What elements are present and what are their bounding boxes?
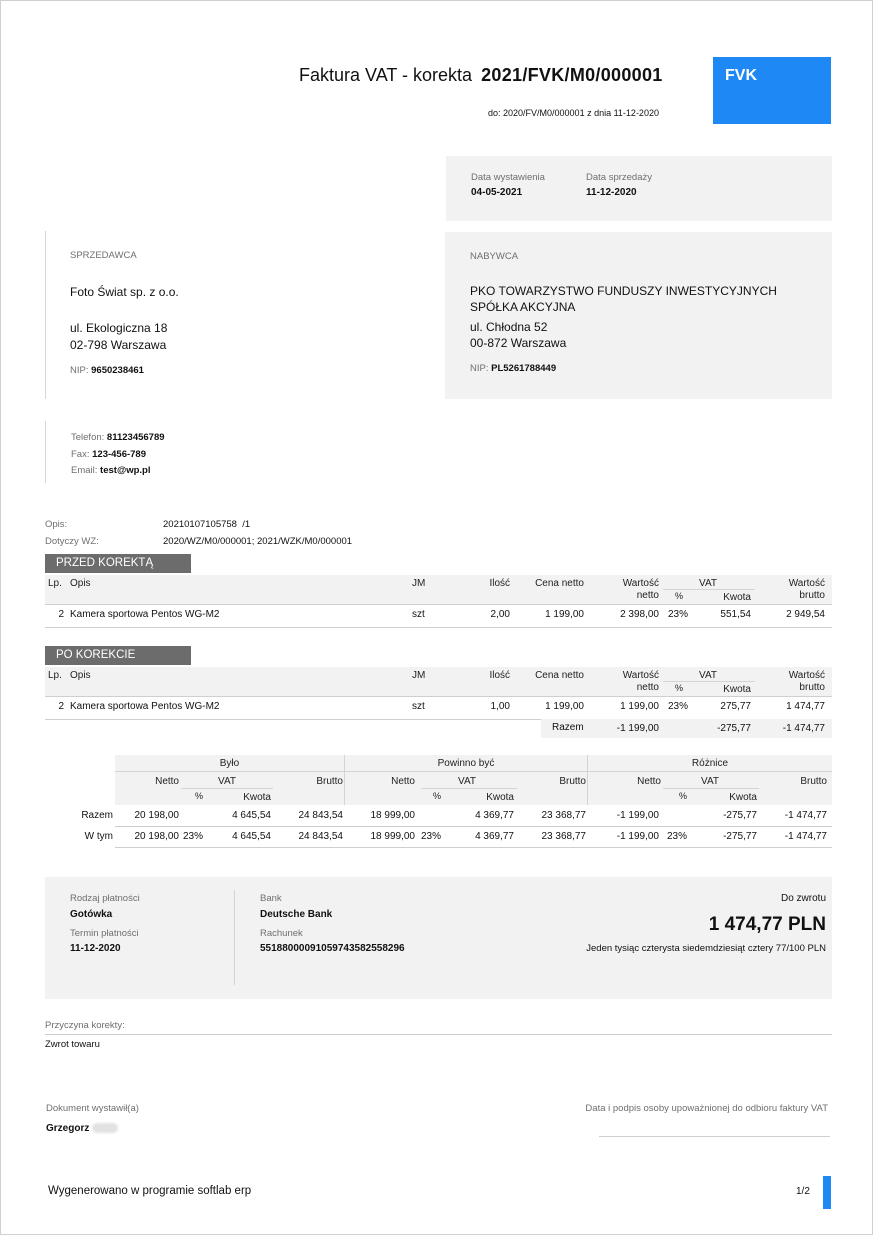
- seller-name: Foto Świat sp. z o.o.: [70, 285, 179, 299]
- before-section-title: PRZED KOREKTĄ: [45, 554, 191, 573]
- buyer-street: ul. Chłodna 52: [470, 320, 548, 334]
- seller-divider: [45, 231, 46, 399]
- account-label: Rachunek: [260, 928, 303, 939]
- sale-date-label: Data sprzedaży: [586, 172, 653, 183]
- footer-accent-bar: [823, 1176, 831, 1209]
- col-opis: Opis: [70, 578, 91, 589]
- buyer-name-line1: PKO TOWARZYSTWO FUNDUSZY INWESTYCYJNYCH: [470, 284, 777, 298]
- buyer-label: NABYWCA: [470, 251, 519, 262]
- after-table-header: Lp. Opis JM Ilość Cena netto Wartość netto VAT % Kwota Wartość brutto: [45, 667, 832, 697]
- page-number: 1/2: [796, 1186, 810, 1197]
- description-label: Opis:: [45, 519, 68, 530]
- generated-by: Wygenerowano w programie softlab erp: [48, 1185, 252, 1197]
- before-row: 2 Kamera sportowa Pentos WG-M2 szt 2,00 1 199,00 2 398,00 23% 551,54 2 949,54: [45, 609, 832, 628]
- email-value: test@wp.pl: [100, 465, 151, 476]
- issuer: [46, 1123, 118, 1134]
- col-vat: VAT: [699, 578, 717, 589]
- after-section-title: PO KOREKCIE: [45, 646, 191, 665]
- seller-label: SPRZEDAWCA: [70, 250, 137, 261]
- phone-value: 81123456789: [106, 432, 165, 443]
- before-row-description: Kamera sportowa Pentos WG-M2: [70, 609, 220, 620]
- title-prefix: Faktura VAT - korekta: [299, 65, 473, 85]
- correction-reason: Zwrot towaru: [45, 1039, 100, 1050]
- email-row: Email: test@wp.pl: [71, 465, 151, 476]
- wz-label: Dotyczy WZ:: [45, 536, 99, 547]
- buyer-nip-value: PL5261788449: [491, 363, 557, 374]
- contact-divider: [45, 421, 46, 483]
- fax-row: Fax: 123-456-789: [71, 448, 147, 460]
- issuer-label: Dokument wystawił(a): [46, 1103, 139, 1114]
- seller-block: [70, 250, 179, 376]
- phone-row: Telefon: 81123456789: [71, 432, 165, 443]
- group-roznice: Różnice: [691, 758, 729, 769]
- contact-block: [71, 430, 165, 480]
- col-vat-kwota: Kwota: [723, 592, 751, 603]
- original-invoice-reference: do: 2020/FV/M0/000001 z dnia 11-12-2020: [488, 108, 659, 118]
- col-brutto: Wartość: [788, 578, 825, 589]
- payment-method-label: Rodzaj płatności: [70, 893, 140, 904]
- refund-amount: 1 474,77 PLN: [708, 914, 826, 935]
- refund-label: Do zwrotu: [780, 893, 826, 904]
- redacted-surname: [92, 1123, 118, 1133]
- due-date: 11-12-2020: [70, 943, 121, 954]
- seller-nip-value: 9650238461: [91, 365, 144, 376]
- invoice-number: 2021/FVK/M0/000001: [481, 65, 663, 85]
- description-value: 20210107105758 /1: [163, 519, 251, 530]
- seller-street: ul. Ekologiczna 18: [70, 321, 168, 335]
- payment-divider: [234, 890, 235, 985]
- reason-divider: [45, 1034, 832, 1035]
- group-powinno: Powinno być: [437, 758, 495, 769]
- col-vat-pct: %: [674, 591, 683, 601]
- group-bylo: Było: [219, 758, 240, 769]
- after-total-row: Razem -1 199,00 -275,77 -1 474,77: [541, 719, 832, 738]
- invoice-title: [299, 65, 663, 86]
- correction-reason-label: Przyczyna korekty:: [45, 1020, 125, 1031]
- recipient-signature-label: Data i podpis osoby upoważnionej do odbioru faktury VAT: [585, 1103, 828, 1114]
- col-jm: JM: [412, 578, 426, 589]
- col-netto: Wartość: [622, 578, 659, 589]
- seller-city: 02-798 Warszawa: [70, 338, 167, 352]
- buyer-panel: [445, 232, 832, 399]
- wz-value: 2020/WZ/M0/000001; 2021/WZK/M0/000001: [163, 536, 353, 547]
- bank-name: Deutsche Bank: [260, 909, 333, 920]
- buyer-name-line2: SPÓŁKA AKCYJNA: [470, 300, 576, 314]
- seller-nip: NIP: 9650238461: [70, 365, 144, 376]
- after-row-description: Kamera sportowa Pentos WG-M2: [70, 701, 220, 712]
- summary-body: [45, 809, 832, 849]
- buyer-city: 00-872 Warszawa: [470, 336, 567, 350]
- fax-value: 123-456-789: [92, 448, 147, 460]
- issuer-name: Grzegorz: [46, 1123, 90, 1134]
- before-table-header: Lp. Opis JM Ilość Cena netto Wartość netto VAT % Kwota Wartość brutto: [45, 575, 832, 605]
- account-number: 55188000091059743582558296: [260, 943, 405, 954]
- summary-row-wtym: W tym 20 198,00 23% 4 645,54 24 843,54 18 999,00 23% 4 369,77 23 368,77 -1 199,00 23% -275,77 -1 474,77: [45, 830, 832, 849]
- sale-date: 11-12-2020: [586, 187, 637, 198]
- col-lp: Lp.: [48, 578, 62, 589]
- issue-date-label: Data wystawienia: [471, 172, 545, 183]
- col-cena: Cena netto: [535, 578, 584, 589]
- summary-header: Było Powinno być Różnice Netto VAT % Kwota Brutto Netto VAT % Kwota Brutto Netto VAT % Kwota Brutto: [115, 755, 832, 805]
- payment-method: Gotówka: [70, 909, 113, 920]
- summary-row-razem: Razem 20 198,00 4 645,54 24 843,54 18 999,00 4 369,77 23 368,77 -1 199,00 -275,77 -1 474,77: [45, 809, 832, 828]
- issue-date: 04-05-2021: [471, 187, 523, 198]
- after-total-label: Razem: [552, 722, 584, 733]
- due-date-label: Termin płatności: [70, 928, 139, 939]
- col-ilosc: Ilość: [489, 578, 510, 589]
- doc-type-badge: FVK: [713, 57, 831, 124]
- refund-amount-words: Jeden tysiąc czterysta siedemdziesiąt cztery 77/100 PLN: [586, 943, 826, 954]
- buyer-nip: NIP: PL5261788449: [470, 363, 557, 374]
- payment-panel: [45, 877, 832, 999]
- after-row: 2 Kamera sportowa Pentos WG-M2 szt 1,00 1 199,00 1 199,00 23% 275,77 1 474,77: [45, 701, 832, 720]
- bank-label: Bank: [260, 893, 282, 904]
- dates-panel: [446, 156, 832, 221]
- signature-line: [599, 1136, 830, 1137]
